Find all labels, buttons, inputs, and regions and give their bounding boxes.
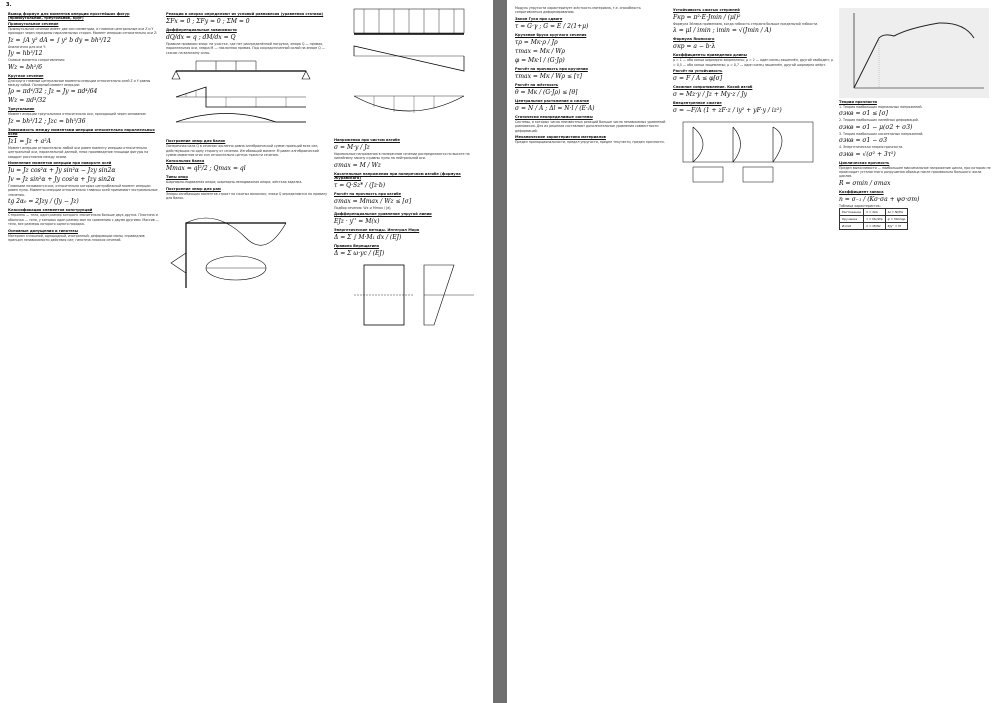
section-heading: Сложное сопротивление. Косой изгиб: [673, 85, 753, 90]
section-heading: Консольная балка: [166, 159, 205, 164]
formula: Wz = bh²/6: [8, 63, 43, 71]
paragraph: μ = 1 — оба конца шарнирно закреплены; μ = 2 — один конец защемлён, другой свободен; μ = 0,5 — оба конца защемлены; μ = 0,7 — один конец защемлён, другой шарнирно опёрт.: [673, 58, 833, 67]
paragraph: Момент инерции треугольника относительно оси, проходящей через основание:: [8, 112, 147, 117]
formula: σ = Mz·y / Jz + My·z / Jy: [673, 91, 748, 99]
formula: EJz · y'' = M(x): [334, 218, 380, 226]
formula: n = σ₋₁ / (Kσ·σa + ψσ·σm): [839, 195, 920, 203]
paragraph: Осевые моменты сопротивления:: [8, 58, 65, 63]
paragraph: Эпюры изгибающих моментов строят на сжатых волокнах; знаки Q определяются по правилу для балок.: [166, 191, 328, 201]
paragraph: Для круга главные центральные моменты инерции относительно осей Z и Y равны между собой. Полярный момент инерции:: [8, 78, 151, 88]
page-right: [507, 0, 1000, 703]
characteristics-table: [839, 208, 908, 230]
paragraph: 4. Энергетическая теория прочности.: [839, 145, 904, 150]
paragraph: 3. Теория наибольших касательных напряжений.: [839, 131, 924, 136]
table-cell: EJy'' = M: [885, 223, 908, 230]
paragraph: 2. Теория наибольших линейных деформаций.: [839, 118, 919, 123]
formula: σ = F / A ≤ φ[σ]: [673, 75, 723, 83]
table-cell: Изгиб: [840, 223, 864, 230]
paragraph: Нормальные напряжения в поперечном сечении распределяются по высоте по линейному закону и равны нулю на нейтральной оси.: [334, 152, 470, 161]
formula: dQ/dx = q ; dM/dx = Q: [166, 34, 236, 41]
table-cell: Растяжение: [840, 209, 864, 216]
formula: Jz1 = Jz + a²A: [8, 137, 51, 145]
paragraph: Предел выносливости — наибольшее максимальное напряжение цикла, при котором не происходит усталостного разрушения образца после произвольно большого числа циклов.: [839, 165, 991, 179]
section-heading: Дифференциальное уравнение упругой линии: [334, 212, 432, 217]
formula: Jz = bh³/12 ; Jzc = bh³/36: [8, 117, 86, 125]
section-heading: Типы опор: [166, 175, 188, 180]
section-heading: Механические характеристики материалов: [515, 135, 606, 140]
formula: Δ = Σ ω·yc / (EJ): [334, 250, 385, 258]
formula: Δ = Σ ∫ M·M₁ dx / (EJ): [334, 234, 402, 242]
formula: σэкв = σ1 − μ(σ2 + σ3): [839, 123, 913, 131]
formula: ΣFx = 0 ; ΣFy = 0 ; ΣM = 0: [166, 18, 250, 25]
paragraph: Шарнирно-подвижная опора; шарнирно-неподвижная опора; жёсткая заделка.: [166, 180, 303, 185]
section-heading: Статически неопределимые системы: [515, 114, 593, 119]
formula: Jρ = πd⁴/32 ; Jz = Jy = πd⁴/64: [8, 88, 98, 96]
paragraph: Таблица характеристик:: [839, 203, 881, 208]
section-heading: Дифференциальные зависимости: [166, 28, 237, 32]
formula: tg 2α₀ = 2Jzy / (Jy − Jz): [8, 198, 79, 206]
formula: Jy = hb³/12: [8, 50, 43, 58]
section-heading: Циклическая прочность: [839, 160, 890, 165]
paragraph: Предел пропорциональности, предел упругости, предел текучести, предел прочности.: [515, 140, 665, 145]
page-right-column-1: [515, 6, 667, 699]
stress-strain-diagram-figure: [839, 8, 989, 98]
table-cell: σ = M/Wz: [864, 223, 886, 230]
paragraph: Прямоугольное сечение имеет две оси симметрии, и главные центральные оси Z и Y проходят через середины параллельных сторон. Момент инерции относительно оси Z:: [8, 27, 158, 36]
cross-section-figure: [334, 260, 484, 330]
paragraph: Правила проверки эпюр: на участке, где нет распределённой нагрузки, эпюра Q — прямая, параллельная оси, эпюра M — наклонная прямая. Под сосредоточенной силой на эпюре Q — скачок на величину силы.: [166, 42, 325, 55]
section-heading: Построение эпюр для балок: [166, 139, 226, 144]
paragraph: Подбор сечения: Wz ≥ Mmax / [σ].: [334, 205, 392, 210]
section-heading: Вывод формул для моментов инерции простейших фигур (прямоугольник, треугольник, круг): [8, 12, 130, 20]
page-left-column-1: [8, 10, 160, 699]
section-heading: Классификация элементов конструкций: [8, 208, 93, 213]
section-heading: Центральное растяжение и сжатие: [515, 98, 590, 103]
section-heading: Расчёт на устойчивость: [673, 69, 723, 74]
paragraph: 1. Теория наибольших нормальных напряжений.: [839, 105, 923, 109]
formula: θ = Mк / (G·Jρ) ≤ [θ]: [515, 88, 578, 96]
section-heading: Формула Ясинского: [673, 37, 715, 42]
paragraph: Аналогично для оси Y:: [8, 44, 46, 49]
section-heading: Теории прочности: [839, 100, 877, 104]
formula: Fкр = π²·E·Jmin / (μl)²: [673, 14, 741, 21]
formula: τmax = Mк / Wρ ≤ [τ]: [515, 72, 582, 80]
table-cell: Δl = Nl/EA: [885, 209, 908, 216]
formula: σэкв = √(σ² + 3τ²): [839, 150, 896, 158]
section-heading: Закон Гука при сдвиге: [515, 16, 563, 21]
formula: Mmax = ql²/2 ; Qmax = ql: [166, 165, 246, 173]
column-buckling-figure: [673, 117, 823, 187]
section-heading: Внецентренное сжатие: [673, 101, 722, 106]
table-cell: Кручение: [840, 216, 864, 223]
formula: σэкв = σ1 ≤ [σ]: [839, 110, 888, 118]
page-left-column-3: [334, 4, 488, 699]
page-right-column-2: [673, 6, 833, 699]
section-heading: Коэффициенты приведения длины: [673, 53, 747, 58]
section-heading: Напряжения при чистом изгибе: [334, 138, 400, 142]
page-right-column-3: [839, 6, 995, 699]
formula: τρ = Mк·ρ / Jρ: [515, 38, 558, 46]
section-heading: Основные допущения и гипотезы: [8, 228, 78, 233]
section-heading: Правило Верещагина: [334, 244, 380, 249]
formula: τmax = Mк / Wρ: [515, 47, 566, 55]
section-heading: Энергетические методы. Интеграл Мора: [334, 228, 420, 233]
paragraph: Поперечная сила Q в сечении численно равна алгебраической сумме проекций всех сил, действующих по одну сторону от сечения. Изгибающий момент M равен алгебраической сумме моментов этих сил относительно центра тяжести сечения.: [166, 144, 319, 158]
section-heading: Расчёт на прочность при изгибе: [334, 191, 402, 196]
table-cell: σ = N/A: [864, 209, 886, 216]
formula: σкр = a − b·λ: [673, 43, 716, 51]
formula: φ = Mк·l / (G·Jρ): [515, 56, 565, 64]
section-heading: Прямоугольное сечение: [8, 22, 59, 26]
formula: σ = N / A ; Δl = N·l / (E·A): [515, 104, 595, 112]
section-heading: Касательные напряжения при поперечном изгибе (формула Журавского): [334, 171, 461, 180]
section-heading: Изменение моментов инерции при повороте осей: [8, 161, 112, 166]
beam-diagram-figure: [166, 57, 316, 137]
page-number: 3.: [6, 2, 12, 8]
section-heading: Треугольник: [8, 107, 35, 112]
formula: τ = Q·Sz* / (Jz·b): [334, 181, 386, 189]
beam-epure-figure: [334, 6, 484, 136]
section-heading: Круглое сечение: [8, 73, 44, 78]
section-heading: Коэффициент запаса: [839, 189, 884, 194]
paragraph: Материал сплошной, однородный, изотропный; деформации малы; справедлив принцип независимости действия сил; гипотеза плоских сечений.: [8, 233, 145, 242]
paragraph: Модуль упругости характеризует жёсткость материала, т.е. способность сопротивляться деформированию.: [515, 6, 641, 15]
section-heading: Зависимость между моментами инерции относительно параллельных осей: [8, 127, 155, 136]
paragraph: Момент инерции относительно любой оси равен моменту инерции относительно центральной оси, параллельной данной, плюс произведение площади фигуры на квадрат расстояния между осями.: [8, 145, 149, 159]
formula: Jv = Jz sin²α + Jy cos²α + Jzy sin2α: [8, 176, 115, 184]
section-heading: Расчёт на жёсткость: [515, 82, 559, 87]
page-left: [0, 0, 493, 703]
formula: σэкв = σ1 − σ3: [839, 137, 888, 145]
formula: τ = G·γ ; G = E / 2(1+μ): [515, 22, 589, 30]
section-heading: Построение эпюр для рам: [166, 186, 221, 191]
formula: Wz = πd³/32: [8, 97, 47, 105]
paragraph: Формула Эйлера применима, когда гибкость стержня больше предельной гибкости.: [673, 22, 819, 26]
section-heading: Расчёт на прочность при кручении: [515, 66, 588, 71]
paragraph: Главными называются оси, относительно которых центробежный момент инерции равен нулю. Моменты инерции относительно главных осей принимают экстремальные значения.: [8, 184, 158, 197]
table-row: [840, 209, 908, 216]
paragraph: Системы, в которых число неизвестных реакций больше числа независимых уравнений равновесия. Для их решения составляют дополнительные уравнения совместности деформаций.: [515, 119, 666, 133]
formula: σmax = Mmax / Wz ≤ [σ]: [334, 197, 412, 205]
table-row: [840, 223, 908, 230]
formula: λ = μl / imin ; imin = √(Jmin / A): [673, 27, 772, 35]
section-heading: Реакции в опорах определяют из условий равновесия (уравнения статики): [166, 12, 324, 16]
paragraph: Стержень — тело, один размер которого значительно больше двух других. Пластина и оболочка — тела, у которых один размер мал по сравнению с двумя другими. Массив — тело, все размеры которого одного порядка.: [8, 213, 159, 227]
table-cell: τ = Mк/Wρ: [864, 216, 886, 223]
formula: σ = M·y / Jz: [334, 144, 370, 151]
formula: σmax = M / Wz: [334, 161, 381, 169]
formula: Jz = ∫A y² dA = ∫ y² b dy = bh³/12: [8, 36, 111, 44]
page-left-column-2: [166, 10, 328, 699]
formula: Ju = Jz cos²α + Jy sin²α − Jzy sin2α: [8, 167, 116, 175]
section-heading: Кручение бруса круглого сечения: [515, 32, 587, 37]
formula: σ = −F/A (1 + zF·z / iy² + yF·y / iz²): [673, 107, 782, 115]
frame-diagram-figure: [166, 203, 316, 293]
table-cell: φ = Mкl/GJρ: [885, 216, 908, 223]
section-heading: Устойчивость сжатых стержней: [673, 8, 740, 12]
formula: R = σmin / σmax: [839, 179, 891, 187]
table-row: [840, 216, 908, 223]
